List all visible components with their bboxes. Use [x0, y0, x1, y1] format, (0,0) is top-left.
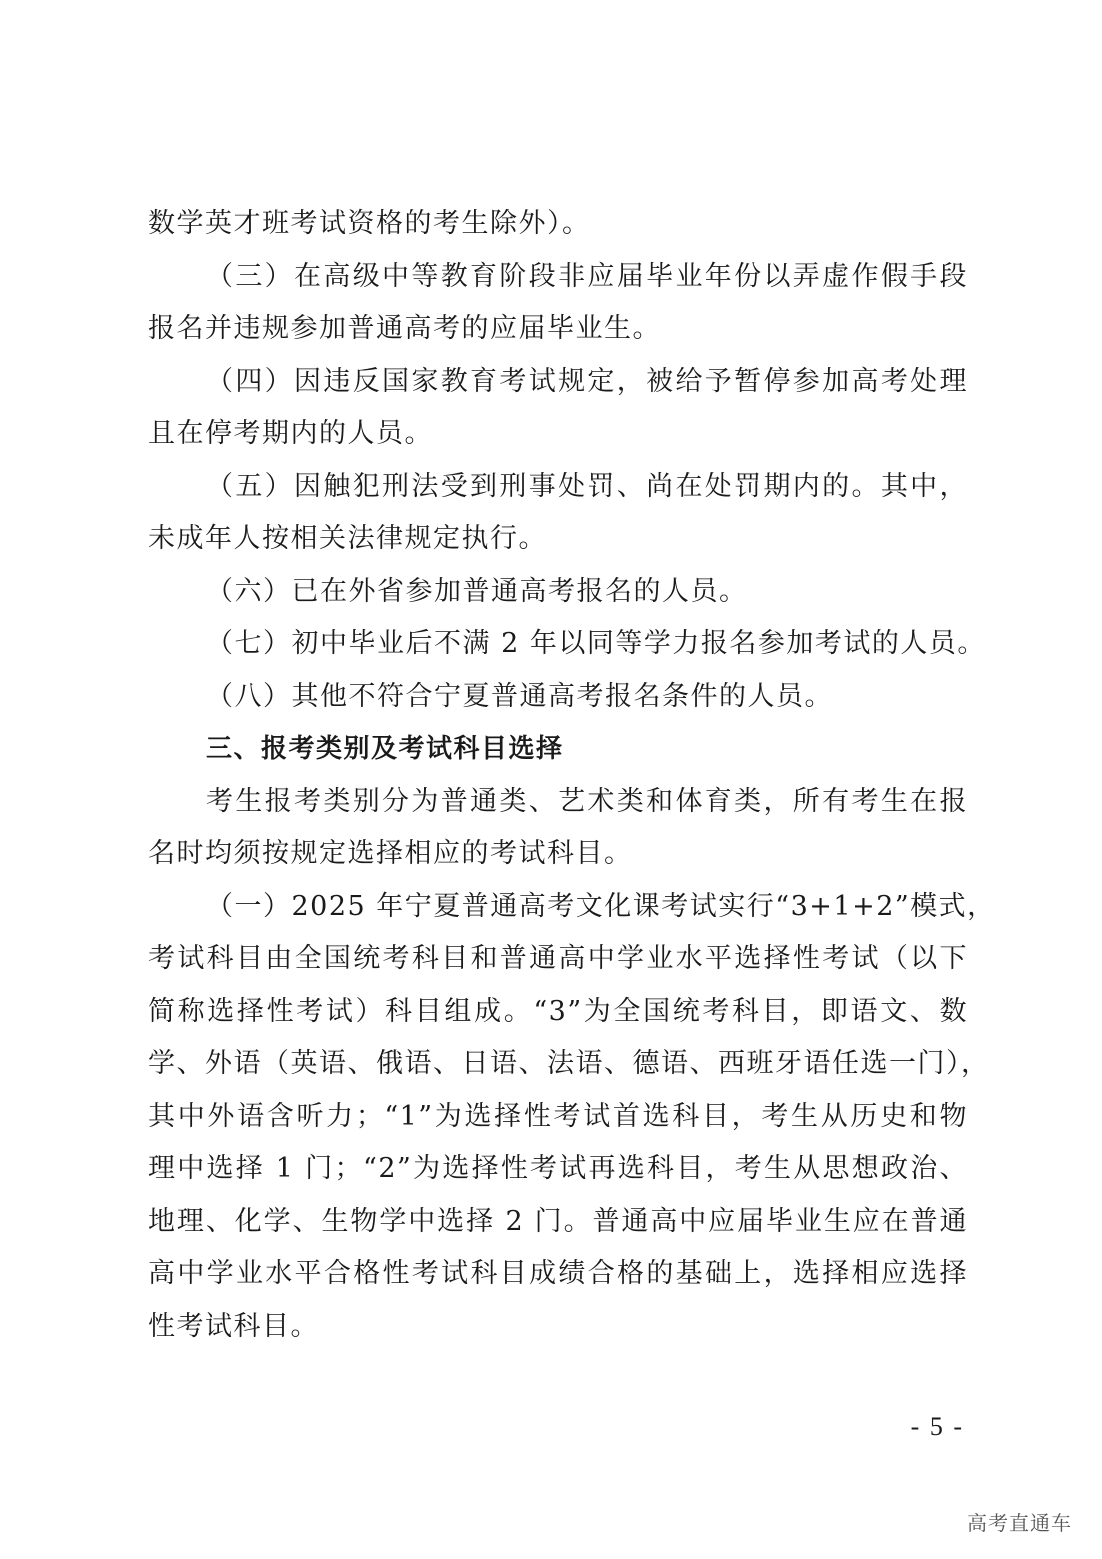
text-line: 地理、化学、生物学中选择 2 门。普通高中应届毕业生应在普通	[148, 1205, 968, 1237]
text-line: 报名并违规参加普通高考的应届毕业生。	[148, 313, 661, 344]
text-line: 理中选择 1 门；“2”为选择性考试再选科目，考生从思想政治、	[148, 1153, 968, 1184]
text-line: （四）因违反国家教育考试规定，被给予暂停参加高考处理	[206, 365, 968, 397]
text-line: 简称选择性考试）科目组成。“3”为全国统考科目，即语文、数	[148, 995, 968, 1027]
text-line: 未成年人按相关法律规定执行。	[148, 523, 547, 554]
text-line: 数学英才班考试资格的考生除外）。	[148, 208, 591, 239]
text-line: 名时均须按规定选择相应的考试科目。	[148, 838, 633, 869]
text-line: （六）已在外省参加普通高考报名的人员。	[206, 575, 748, 607]
text-line: 且在停考期内的人员。	[148, 418, 433, 449]
text-line: 性考试科目。	[148, 1310, 319, 1342]
text-line: 其中外语含听力；“1”为选择性考试首选科目，考生从历史和物	[148, 1100, 968, 1132]
text-line: （五）因触犯刑法受到刑事处罚、尚在处罚期内的。其中，	[206, 470, 968, 502]
text-line: （三）在高级中等教育阶段非应届毕业年份以弄虚作假手段	[206, 260, 968, 292]
page-number: - 5 -	[910, 1412, 964, 1441]
text-line: 考生报考类别分为普通类、艺术类和体育类，所有考生在报	[206, 785, 968, 817]
text-line: （一）2025 年宁夏普通高考文化课考试实行“3+1+2”模式，	[206, 890, 996, 922]
text-line: 高中学业水平合格性考试科目成绩合格的基础上，选择相应选择	[148, 1258, 968, 1289]
document-body	[148, 198, 996, 1353]
text-line: 考试科目由全国统考科目和普通高中学业水平选择性考试（以下	[148, 943, 968, 974]
watermark: 高考直通车	[967, 1511, 1072, 1535]
section-heading: 三、报考类别及考试科目选择	[206, 734, 564, 764]
text-line: （七）初中毕业后不满 2 年以同等学力报名参加考试的人员。	[206, 628, 986, 659]
text-line: 学、外语（英语、俄语、日语、法语、德语、西班牙语任选一门），	[148, 1048, 990, 1079]
text-line: （八）其他不符合宁夏普通高考报名条件的人员。	[206, 680, 833, 712]
